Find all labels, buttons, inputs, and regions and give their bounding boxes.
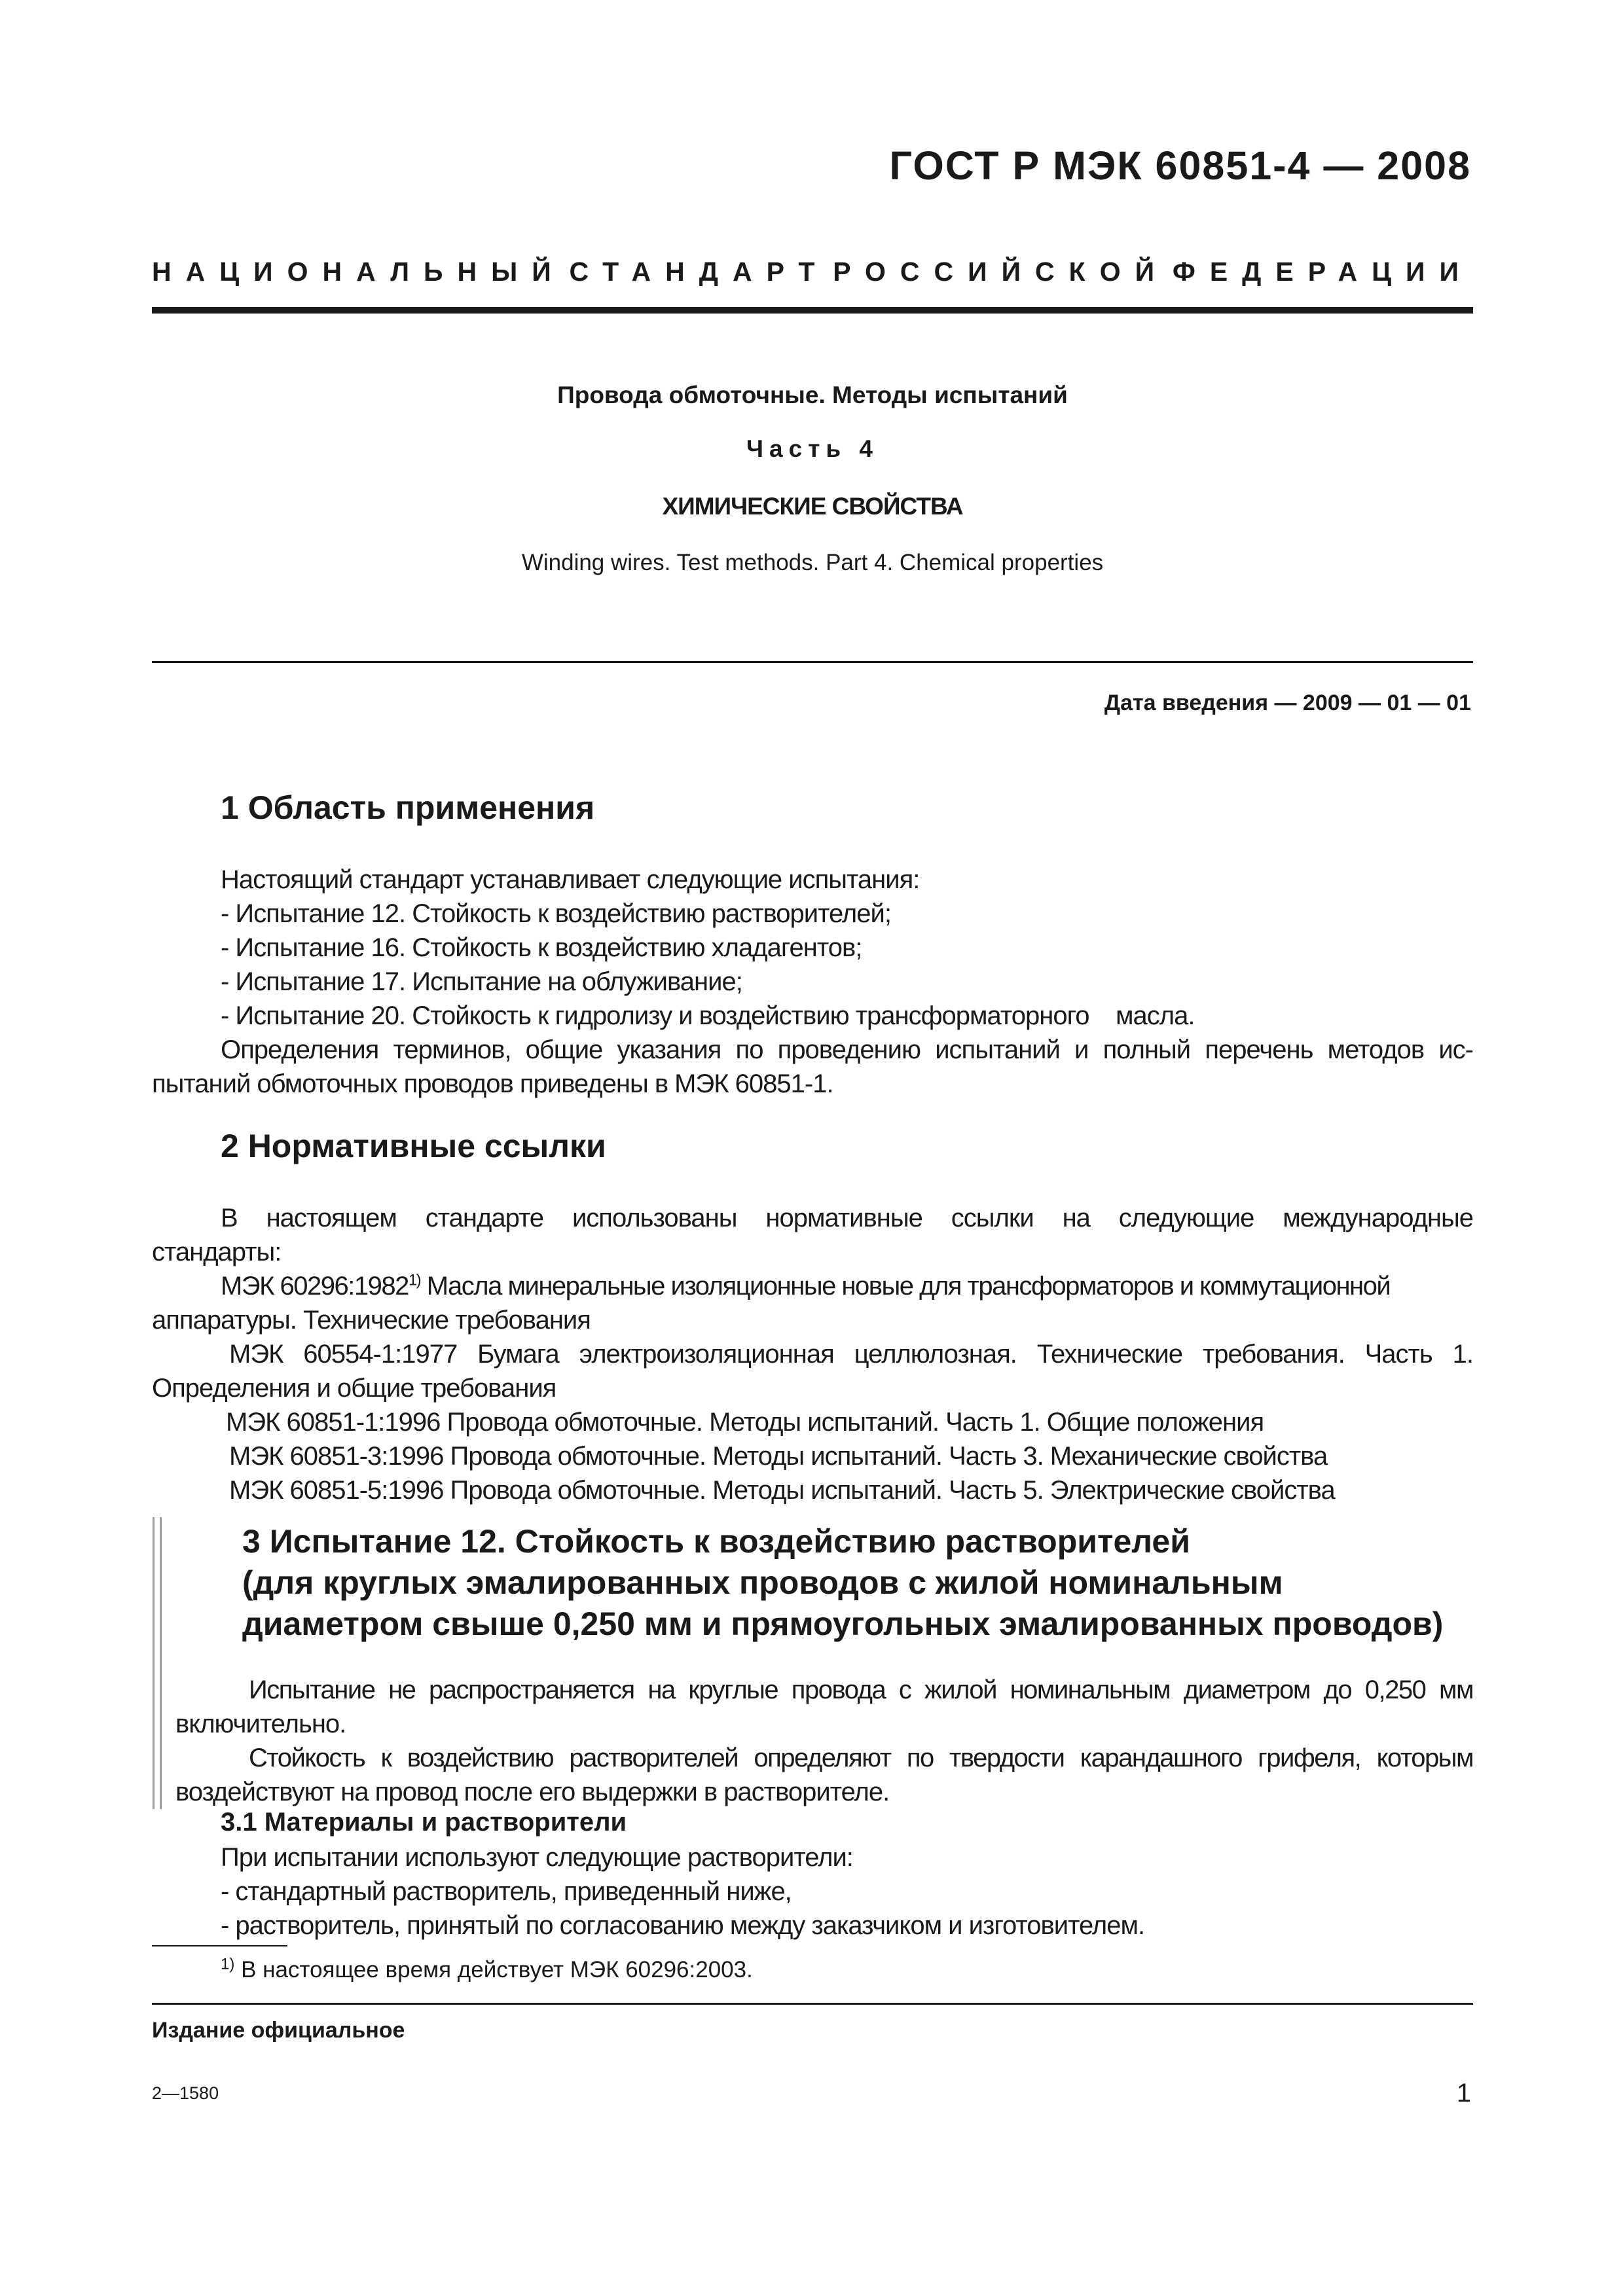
page-number: 1 (1456, 2079, 1471, 2108)
reference-item: МЭК 60554-1:1977 Бумага электроизоляционная целлюлозная. Технические требования. Часть 1. (229, 1340, 1473, 1369)
banner-word: НАЦИОНАЛЬНЫЙ (152, 257, 566, 287)
national-standard-banner (152, 257, 1473, 287)
print-code: 2—1580 (152, 2083, 219, 2103)
section-3-paragraph: Испытание не распространяется на круглые провода с жилой номинальным диаметром до 0,250 мм (249, 1676, 1473, 1704)
section-1-line: - Испытание 12. Стойкость к воздействию растворителей; (221, 899, 891, 928)
subsection-3-1-heading: 3.1 Материалы и растворители (221, 1808, 627, 1837)
section-1-line: - Испытание 16. Стойкость к воздействию хладагентов; (221, 933, 862, 962)
document-number: ГОСТ Р МЭК 60851-4 — 2008 (889, 143, 1471, 188)
official-edition-label: Издание официальное (152, 2018, 405, 2043)
document-title-en: Winding wires. Test methods. Part 4. Chemical properties (521, 550, 1104, 575)
banner-word: ФЕДЕРАЦИИ (1172, 257, 1473, 287)
reference-item: МЭК 60851-3:1996 Провода обмоточные. Методы испытаний. Часть 3. Механические свойства (229, 1442, 1328, 1471)
section-1-paragraph: Определения терминов, общие указания по проведению испытаний и полный перечень методов ис- (221, 1035, 1473, 1064)
banner-word: СТАНДАРТ (569, 257, 830, 287)
reference-code: МЭК 60296:1982 (221, 1272, 409, 1300)
section-1-line: - Испытание 20. Стойкость к гидролизу и воздействию трансформаторного масла. (221, 1001, 1195, 1030)
section-1-line: Настоящий стандарт устанавливает следующие испытания: (221, 865, 920, 894)
banner-word: РОССИЙСКОЙ (833, 257, 1169, 287)
subsection-3-1-line: - стандартный растворитель, приведенный ниже, (221, 1877, 792, 1906)
section-1-paragraph: пытаний обмоточных проводов приведены в МЭК 60851-1. (152, 1069, 833, 1098)
document-part: Часть 4 (746, 435, 879, 462)
section-3-paragraph: включительно. (175, 1710, 346, 1738)
section-2-intro: стандарты: (152, 1238, 282, 1266)
section-2-heading: 2 Нормативные ссылки (221, 1128, 606, 1164)
header-rule (152, 307, 1473, 314)
footnote-text: В настоящее время действует МЭК 60296:2003. (234, 1957, 753, 1982)
subsection-3-1-line: - растворитель, принятый по согласованию между заказчиком и изготовителем. (221, 1911, 1145, 1940)
reference-item: МЭК 60851-5:1996 Провода обмоточные. Методы испытаний. Часть 5. Электрические свойства (229, 1476, 1335, 1505)
footnote-mark: 1) (221, 1955, 235, 1973)
footnote (221, 1957, 753, 1983)
subsection-3-1-line: При испытании используют следующие растворители: (221, 1843, 853, 1872)
section-3-paragraph: Стойкость к воздействию растворителей определяют по твердости карандашного грифеля, которым (249, 1744, 1473, 1772)
footer-rule (152, 2003, 1473, 2005)
reference-title: Масла минеральные изоляционные новые для трансформаторов и коммутационной (420, 1272, 1391, 1300)
section-3-heading: (для круглых эмалированных проводов с жилой номинальным (242, 1564, 1283, 1601)
section-3-paragraph: воздействуют на провод после его выдержки в растворителе. (175, 1778, 890, 1806)
reference-item: аппаратуры. Технические требования (152, 1306, 591, 1335)
introduction-date: Дата введения — 2009 — 01 — 01 (1104, 691, 1471, 715)
revision-change-bar (153, 1517, 162, 1809)
footnote-mark: 1) (408, 1271, 421, 1289)
section-2-intro: В настоящем стандарте использованы нормативные ссылки на следующие международные (221, 1204, 1473, 1232)
section-1-line: - Испытание 17. Испытание на облуживание; (221, 967, 742, 996)
section-3-heading: диаметром свыше 0,250 мм и прямоугольных эмалированных проводов) (242, 1605, 1444, 1642)
document-subtitle: ХИМИЧЕСКИЕ СВОЙСТВА (662, 493, 963, 520)
footnote-rule (152, 1945, 287, 1946)
section-3-heading: 3 Испытание 12. Стойкость к воздействию растворителей (242, 1523, 1190, 1560)
document-title-ru: Провода обмоточные. Методы испытаний (557, 382, 1068, 408)
reference-item: Определения и общие требования (152, 1374, 556, 1403)
title-rule (152, 661, 1473, 663)
section-1-heading: 1 Область применения (221, 789, 595, 826)
reference-item (221, 1269, 1473, 1303)
reference-item: МЭК 60851-1:1996 Провода обмоточные. Методы испытаний. Часть 1. Общие положения (226, 1408, 1264, 1437)
